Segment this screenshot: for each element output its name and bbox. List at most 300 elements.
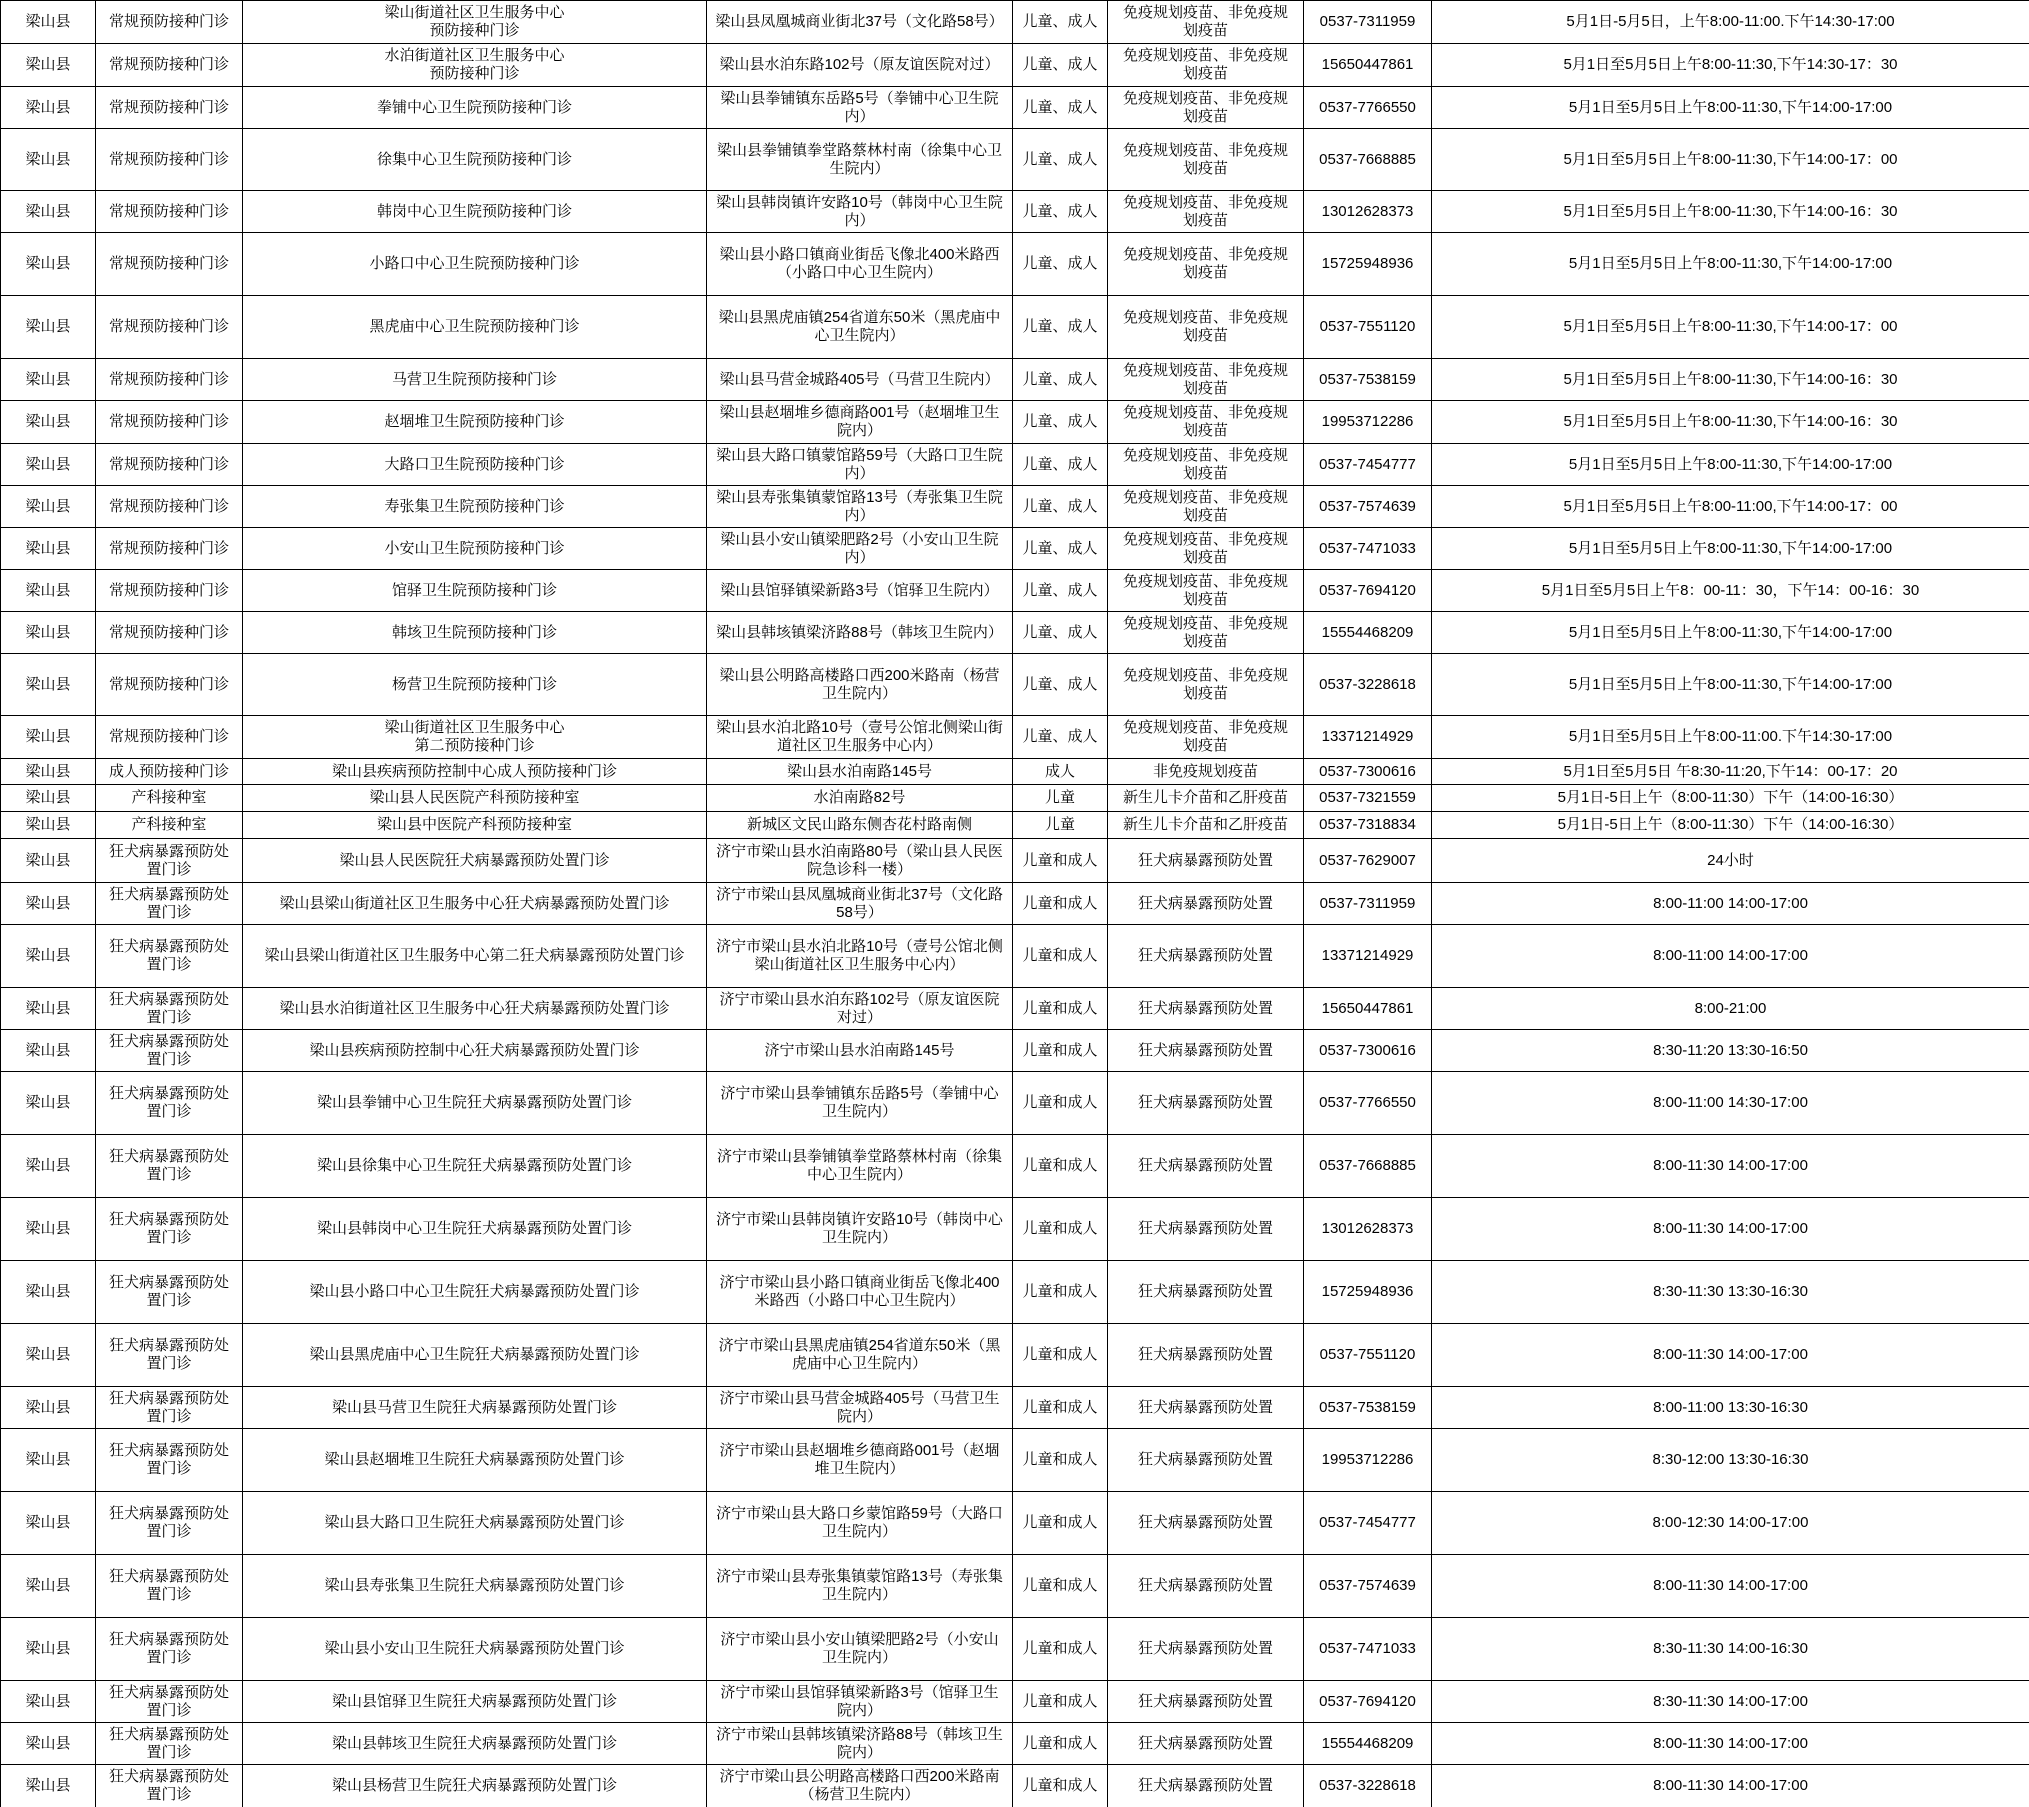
cell-county: 梁山县 xyxy=(1,759,96,785)
cell-site-name: 梁山县马营卫生院狂犬病暴露预防处置门诊 xyxy=(243,1387,707,1429)
cell-phone: 0537-7300616 xyxy=(1304,1030,1432,1072)
cell-phone: 0537-7318834 xyxy=(1304,812,1432,839)
cell-vaccine-type: 狂犬病暴露预防处置 xyxy=(1108,839,1304,883)
cell-site-name: 赵堌堆卫生院预防接种门诊 xyxy=(243,401,707,444)
cell-recipients: 儿童和成人 xyxy=(1013,1072,1108,1135)
cell-address: 梁山县公明路高楼路口西200米路南（杨营卫生院内） xyxy=(707,654,1013,716)
cell-site-name: 梁山县赵堌堆卫生院狂犬病暴露预防处置门诊 xyxy=(243,1429,707,1492)
cell-category: 常规预防接种门诊 xyxy=(96,129,243,191)
cell-county: 梁山县 xyxy=(1,486,96,528)
cell-phone: 0537-7321559 xyxy=(1304,785,1432,812)
cell-site-name: 水泊街道社区卫生服务中心 预防接种门诊 xyxy=(243,44,707,87)
cell-phone: 13371214929 xyxy=(1304,925,1432,988)
cell-recipients: 儿童和成人 xyxy=(1013,1618,1108,1681)
cell-category: 常规预防接种门诊 xyxy=(96,233,243,296)
cell-phone: 0537-7629007 xyxy=(1304,839,1432,883)
cell-site-name: 梁山县人民医院狂犬病暴露预防处置门诊 xyxy=(243,839,707,883)
cell-address: 梁山县水泊北路10号（壹号公馆北侧梁山街道社区卫生服务中心内） xyxy=(707,716,1013,759)
cell-vaccine-type: 非免疫规划疫苗 xyxy=(1108,759,1304,785)
cell-phone: 0537-7694120 xyxy=(1304,1681,1432,1723)
cell-phone: 15725948936 xyxy=(1304,1261,1432,1324)
cell-category: 狂犬病暴露预防处置门诊 xyxy=(96,1387,243,1429)
cell-recipients: 儿童和成人 xyxy=(1013,1261,1108,1324)
cell-hours: 8:00-12:30 14:00-17:00 xyxy=(1432,1492,2029,1555)
cell-address: 济宁市梁山县小路口镇商业街岳飞像北400米路西（小路口中心卫生院内） xyxy=(707,1261,1013,1324)
cell-address: 梁山县拳铺镇拳堂路蔡林村南（徐集中心卫生院内） xyxy=(707,129,1013,191)
cell-address: 济宁市梁山县馆驿镇梁新路3号（馆驿卫生院内） xyxy=(707,1681,1013,1723)
cell-address: 梁山县赵堌堆乡德商路001号（赵堌堆卫生院内） xyxy=(707,401,1013,444)
cell-address: 济宁市梁山县马营金城路405号（马营卫生院内） xyxy=(707,1387,1013,1429)
cell-recipients: 儿童 xyxy=(1013,785,1108,812)
cell-county: 梁山县 xyxy=(1,1492,96,1555)
cell-address: 梁山县马营金城路405号（马营卫生院内） xyxy=(707,359,1013,401)
cell-hours: 5月1日至5月5日上午8:00-11:30,下午14:00-17：00 xyxy=(1432,296,2029,359)
cell-county: 梁山县 xyxy=(1,401,96,444)
table-row xyxy=(1,401,2029,444)
cell-county: 梁山县 xyxy=(1,612,96,654)
cell-address: 济宁市梁山县拳铺镇拳堂路蔡林村南（徐集中心卫生院内） xyxy=(707,1135,1013,1198)
table-row xyxy=(1,129,2029,191)
table-row xyxy=(1,191,2029,233)
cell-recipients: 儿童、成人 xyxy=(1013,129,1108,191)
cell-county: 梁山县 xyxy=(1,1324,96,1387)
cell-phone: 19953712286 xyxy=(1304,1429,1432,1492)
cell-vaccine-type: 免疫规划疫苗、非免疫规划疫苗 xyxy=(1108,191,1304,233)
cell-phone: 19953712286 xyxy=(1304,401,1432,444)
cell-phone: 15650447861 xyxy=(1304,44,1432,87)
cell-hours: 5月1日至5月5日上午8:00-11:30,下午14:00-16：30 xyxy=(1432,191,2029,233)
cell-county: 梁山县 xyxy=(1,988,96,1030)
cell-recipients: 儿童、成人 xyxy=(1013,191,1108,233)
cell-county: 梁山县 xyxy=(1,1,96,44)
cell-vaccine-type: 免疫规划疫苗、非免疫规划疫苗 xyxy=(1108,654,1304,716)
cell-category: 狂犬病暴露预防处置门诊 xyxy=(96,1618,243,1681)
cell-recipients: 儿童、成人 xyxy=(1013,401,1108,444)
cell-hours: 8:00-11:30 14:00-17:00 xyxy=(1432,1723,2029,1765)
cell-hours: 8:00-11:30 14:00-17:00 xyxy=(1432,1135,2029,1198)
cell-address: 梁山县小路口镇商业街岳飞像北400米路西（小路口中心卫生院内） xyxy=(707,233,1013,296)
cell-county: 梁山县 xyxy=(1,528,96,570)
table-row xyxy=(1,1723,2029,1765)
cell-address: 济宁市梁山县公明路高楼路口西200米路南（杨营卫生院内） xyxy=(707,1765,1013,1807)
cell-category: 常规预防接种门诊 xyxy=(96,401,243,444)
cell-phone: 0537-7766550 xyxy=(1304,87,1432,129)
cell-category: 常规预防接种门诊 xyxy=(96,1,243,44)
cell-site-name: 梁山街道社区卫生服务中心 预防接种门诊 xyxy=(243,1,707,44)
cell-hours: 8:00-21:00 xyxy=(1432,988,2029,1030)
cell-phone: 13371214929 xyxy=(1304,716,1432,759)
cell-address: 梁山县水泊南路145号 xyxy=(707,759,1013,785)
cell-phone: 0537-7538159 xyxy=(1304,359,1432,401)
cell-hours: 24小时 xyxy=(1432,839,2029,883)
cell-recipients: 儿童和成人 xyxy=(1013,1681,1108,1723)
cell-county: 梁山县 xyxy=(1,1618,96,1681)
cell-recipients: 儿童、成人 xyxy=(1013,444,1108,486)
cell-site-name: 大路口卫生院预防接种门诊 xyxy=(243,444,707,486)
cell-site-name: 黑虎庙中心卫生院预防接种门诊 xyxy=(243,296,707,359)
cell-hours: 5月1日-5日上午（8:00-11:30）下午（14:00-16:30） xyxy=(1432,812,2029,839)
cell-address: 梁山县大路口镇蒙馆路59号（大路口卫生院内） xyxy=(707,444,1013,486)
cell-recipients: 儿童和成人 xyxy=(1013,1555,1108,1618)
cell-hours: 5月1日至5月5日上午8:00-11:30,下午14:00-17:00 xyxy=(1432,528,2029,570)
cell-county: 梁山县 xyxy=(1,87,96,129)
cell-category: 狂犬病暴露预防处置门诊 xyxy=(96,1681,243,1723)
cell-phone: 0537-7538159 xyxy=(1304,1387,1432,1429)
cell-phone: 0537-7311959 xyxy=(1304,1,1432,44)
table-row xyxy=(1,1198,2029,1261)
cell-site-name: 韩垓卫生院预防接种门诊 xyxy=(243,612,707,654)
cell-hours: 8:30-11:30 14:00-16:30 xyxy=(1432,1618,2029,1681)
cell-hours: 8:00-11:30 14:00-17:00 xyxy=(1432,1324,2029,1387)
cell-recipients: 儿童和成人 xyxy=(1013,883,1108,925)
cell-county: 梁山县 xyxy=(1,44,96,87)
cell-hours: 5月1日至5月5日上午8:00-11:30,下午14:00-17:00 xyxy=(1432,87,2029,129)
cell-recipients: 儿童和成人 xyxy=(1013,1324,1108,1387)
cell-phone: 0537-7454777 xyxy=(1304,1492,1432,1555)
table-row xyxy=(1,528,2029,570)
cell-recipients: 儿童和成人 xyxy=(1013,1429,1108,1492)
cell-category: 狂犬病暴露预防处置门诊 xyxy=(96,925,243,988)
cell-recipients: 儿童和成人 xyxy=(1013,1030,1108,1072)
cell-address: 济宁市梁山县韩岗镇许安路10号（韩岗中心卫生院内） xyxy=(707,1198,1013,1261)
cell-address: 梁山县凤凰城商业街北37号（文化路58号） xyxy=(707,1,1013,44)
cell-hours: 5月1日至5月5日上午8:00-11:30,下午14:00-16：30 xyxy=(1432,359,2029,401)
cell-site-name: 梁山县馆驿卫生院狂犬病暴露预防处置门诊 xyxy=(243,1681,707,1723)
cell-vaccine-type: 狂犬病暴露预防处置 xyxy=(1108,1492,1304,1555)
cell-site-name: 梁山县黑虎庙中心卫生院狂犬病暴露预防处置门诊 xyxy=(243,1324,707,1387)
cell-vaccine-type: 狂犬病暴露预防处置 xyxy=(1108,1555,1304,1618)
cell-hours: 5月1日至5月5日上午8:00-11:30,下午14:00-17:00 xyxy=(1432,233,2029,296)
cell-vaccine-type: 免疫规划疫苗、非免疫规划疫苗 xyxy=(1108,359,1304,401)
table-row xyxy=(1,1618,2029,1681)
cell-address: 济宁市梁山县小安山镇梁肥路2号（小安山卫生院内） xyxy=(707,1618,1013,1681)
cell-category: 狂犬病暴露预防处置门诊 xyxy=(96,988,243,1030)
cell-hours: 8:00-11:00 14:00-17:00 xyxy=(1432,883,2029,925)
cell-address: 水泊南路82号 xyxy=(707,785,1013,812)
table-row xyxy=(1,1387,2029,1429)
cell-site-name: 梁山县水泊街道社区卫生服务中心狂犬病暴露预防处置门诊 xyxy=(243,988,707,1030)
cell-address: 济宁市梁山县水泊北路10号（壹号公馆北侧梁山街道社区卫生服务中心内） xyxy=(707,925,1013,988)
cell-address: 济宁市梁山县韩垓镇梁济路88号（韩垓卫生院内） xyxy=(707,1723,1013,1765)
cell-site-name: 梁山县疾病预防控制中心狂犬病暴露预防处置门诊 xyxy=(243,1030,707,1072)
table-row xyxy=(1,812,2029,839)
cell-county: 梁山县 xyxy=(1,1198,96,1261)
table-row xyxy=(1,233,2029,296)
cell-vaccine-type: 免疫规划疫苗、非免疫规划疫苗 xyxy=(1108,612,1304,654)
cell-site-name: 梁山县梁山街道社区卫生服务中心第二狂犬病暴露预防处置门诊 xyxy=(243,925,707,988)
cell-vaccine-type: 新生儿卡介苗和乙肝疫苗 xyxy=(1108,785,1304,812)
cell-vaccine-type: 狂犬病暴露预防处置 xyxy=(1108,1135,1304,1198)
cell-category: 常规预防接种门诊 xyxy=(96,444,243,486)
cell-county: 梁山县 xyxy=(1,233,96,296)
cell-category: 狂犬病暴露预防处置门诊 xyxy=(96,1198,243,1261)
cell-address: 济宁市梁山县拳铺镇东岳路5号（拳铺中心卫生院内） xyxy=(707,1072,1013,1135)
cell-recipients: 儿童、成人 xyxy=(1013,359,1108,401)
cell-vaccine-type: 狂犬病暴露预防处置 xyxy=(1108,1681,1304,1723)
cell-phone: 0537-7694120 xyxy=(1304,570,1432,612)
cell-category: 狂犬病暴露预防处置门诊 xyxy=(96,1261,243,1324)
cell-phone: 0537-7574639 xyxy=(1304,1555,1432,1618)
cell-vaccine-type: 免疫规划疫苗、非免疫规划疫苗 xyxy=(1108,296,1304,359)
table-row xyxy=(1,1555,2029,1618)
cell-site-name: 梁山县中医院产科预防接种室 xyxy=(243,812,707,839)
table-row xyxy=(1,359,2029,401)
cell-site-name: 梁山县韩岗中心卫生院狂犬病暴露预防处置门诊 xyxy=(243,1198,707,1261)
cell-recipients: 儿童和成人 xyxy=(1013,988,1108,1030)
cell-recipients: 儿童、成人 xyxy=(1013,716,1108,759)
cell-phone: 13012628373 xyxy=(1304,1198,1432,1261)
cell-category: 产科接种室 xyxy=(96,812,243,839)
cell-hours: 8:30-12:00 13:30-16:30 xyxy=(1432,1429,2029,1492)
cell-address: 济宁市梁山县黑虎庙镇254省道东50米（黑虎庙中心卫生院内） xyxy=(707,1324,1013,1387)
table-row xyxy=(1,1492,2029,1555)
cell-vaccine-type: 狂犬病暴露预防处置 xyxy=(1108,1072,1304,1135)
cell-county: 梁山县 xyxy=(1,839,96,883)
cell-hours: 5月1日至5月5日 午8:30-11:20,下午14：00-17：20 xyxy=(1432,759,2029,785)
cell-county: 梁山县 xyxy=(1,191,96,233)
cell-category: 常规预防接种门诊 xyxy=(96,191,243,233)
cell-address: 梁山县拳铺镇东岳路5号（拳铺中心卫生院内） xyxy=(707,87,1013,129)
cell-recipients: 儿童、成人 xyxy=(1013,528,1108,570)
cell-recipients: 儿童和成人 xyxy=(1013,1198,1108,1261)
cell-vaccine-type: 免疫规划疫苗、非免疫规划疫苗 xyxy=(1108,444,1304,486)
cell-vaccine-type: 免疫规划疫苗、非免疫规划疫苗 xyxy=(1108,486,1304,528)
cell-address: 济宁市梁山县大路口乡蒙馆路59号（大路口卫生院内） xyxy=(707,1492,1013,1555)
table-row xyxy=(1,44,2029,87)
cell-site-name: 杨营卫生院预防接种门诊 xyxy=(243,654,707,716)
cell-site-name: 梁山街道社区卫生服务中心 第二预防接种门诊 xyxy=(243,716,707,759)
cell-site-name: 小路口中心卫生院预防接种门诊 xyxy=(243,233,707,296)
cell-hours: 8:30-11:30 14:00-17:00 xyxy=(1432,1681,2029,1723)
cell-site-name: 馆驿卫生院预防接种门诊 xyxy=(243,570,707,612)
cell-address: 梁山县水泊东路102号（原友谊医院对过） xyxy=(707,44,1013,87)
cell-phone: 15725948936 xyxy=(1304,233,1432,296)
table-row xyxy=(1,988,2029,1030)
cell-recipients: 儿童、成人 xyxy=(1013,612,1108,654)
cell-address: 梁山县黑虎庙镇254省道东50米（黑虎庙中心卫生院内） xyxy=(707,296,1013,359)
cell-category: 常规预防接种门诊 xyxy=(96,716,243,759)
cell-vaccine-type: 免疫规划疫苗、非免疫规划疫苗 xyxy=(1108,570,1304,612)
cell-address: 济宁市梁山县水泊东路102号（原友谊医院对过） xyxy=(707,988,1013,1030)
cell-category: 常规预防接种门诊 xyxy=(96,654,243,716)
cell-site-name: 小安山卫生院预防接种门诊 xyxy=(243,528,707,570)
cell-site-name: 梁山县疾病预防控制中心成人预防接种门诊 xyxy=(243,759,707,785)
cell-county: 梁山县 xyxy=(1,785,96,812)
cell-recipients: 儿童和成人 xyxy=(1013,839,1108,883)
cell-address: 梁山县韩垓镇梁济路88号（韩垓卫生院内） xyxy=(707,612,1013,654)
cell-vaccine-type: 狂犬病暴露预防处置 xyxy=(1108,1324,1304,1387)
cell-category: 常规预防接种门诊 xyxy=(96,44,243,87)
table-row xyxy=(1,296,2029,359)
cell-phone: 0537-7311959 xyxy=(1304,883,1432,925)
cell-county: 梁山县 xyxy=(1,1387,96,1429)
cell-site-name: 徐集中心卫生院预防接种门诊 xyxy=(243,129,707,191)
cell-recipients: 儿童、成人 xyxy=(1013,233,1108,296)
cell-address: 梁山县寿张集镇蒙馆路13号（寿张集卫生院内） xyxy=(707,486,1013,528)
cell-recipients: 儿童、成人 xyxy=(1013,654,1108,716)
cell-county: 梁山县 xyxy=(1,1429,96,1492)
cell-category: 狂犬病暴露预防处置门诊 xyxy=(96,1072,243,1135)
table-row xyxy=(1,1135,2029,1198)
cell-category: 狂犬病暴露预防处置门诊 xyxy=(96,839,243,883)
cell-county: 梁山县 xyxy=(1,1030,96,1072)
table-body xyxy=(1,1,2029,1807)
cell-address: 济宁市梁山县水泊南路145号 xyxy=(707,1030,1013,1072)
table-row xyxy=(1,1030,2029,1072)
cell-phone: 0537-7574639 xyxy=(1304,486,1432,528)
cell-site-name: 梁山县杨营卫生院狂犬病暴露预防处置门诊 xyxy=(243,1765,707,1807)
cell-site-name: 拳铺中心卫生院预防接种门诊 xyxy=(243,87,707,129)
cell-phone: 0537-7668885 xyxy=(1304,1135,1432,1198)
table-row xyxy=(1,87,2029,129)
table-row xyxy=(1,883,2029,925)
cell-hours: 8:30-11:20 13:30-16:50 xyxy=(1432,1030,2029,1072)
cell-recipients: 儿童和成人 xyxy=(1013,1387,1108,1429)
cell-category: 常规预防接种门诊 xyxy=(96,296,243,359)
cell-address: 济宁市梁山县赵堌堆乡德商路001号（赵堌堆卫生院内） xyxy=(707,1429,1013,1492)
cell-address: 新城区文民山路东侧杏花村路南侧 xyxy=(707,812,1013,839)
cell-address: 梁山县韩岗镇许安路10号（韩岗中心卫生院内） xyxy=(707,191,1013,233)
cell-address: 梁山县小安山镇梁肥路2号（小安山卫生院内） xyxy=(707,528,1013,570)
cell-vaccine-type: 狂犬病暴露预防处置 xyxy=(1108,883,1304,925)
cell-county: 梁山县 xyxy=(1,1555,96,1618)
cell-vaccine-type: 免疫规划疫苗、非免疫规划疫苗 xyxy=(1108,233,1304,296)
cell-hours: 5月1日-5月5日，上午8:00-11:00.下午14:30-17:00 xyxy=(1432,1,2029,44)
cell-category: 狂犬病暴露预防处置门诊 xyxy=(96,1135,243,1198)
cell-category: 常规预防接种门诊 xyxy=(96,359,243,401)
cell-phone: 0537-7668885 xyxy=(1304,129,1432,191)
cell-county: 梁山县 xyxy=(1,444,96,486)
cell-hours: 5月1日至5月5日上午8:00-11:30,下午14:00-17：00 xyxy=(1432,129,2029,191)
cell-hours: 8:00-11:00 13:30-16:30 xyxy=(1432,1387,2029,1429)
cell-recipients: 儿童和成人 xyxy=(1013,1135,1108,1198)
cell-category: 产科接种室 xyxy=(96,785,243,812)
cell-category: 狂犬病暴露预防处置门诊 xyxy=(96,1765,243,1807)
table-row xyxy=(1,925,2029,988)
cell-recipients: 儿童、成人 xyxy=(1013,486,1108,528)
cell-hours: 8:00-11:00 14:30-17:00 xyxy=(1432,1072,2029,1135)
cell-hours: 5月1日至5月5日上午8:00-11:00.下午14:30-17:00 xyxy=(1432,716,2029,759)
cell-vaccine-type: 狂犬病暴露预防处置 xyxy=(1108,1261,1304,1324)
cell-category: 常规预防接种门诊 xyxy=(96,486,243,528)
cell-vaccine-type: 免疫规划疫苗、非免疫规划疫苗 xyxy=(1108,716,1304,759)
cell-recipients: 儿童、成人 xyxy=(1013,1,1108,44)
cell-hours: 5月1日-5日上午（8:00-11:30）下午（14:00-16:30） xyxy=(1432,785,2029,812)
cell-hours: 5月1日至5月5日上午8:00-11:30,下午14:30-17：30 xyxy=(1432,44,2029,87)
cell-recipients: 儿童、成人 xyxy=(1013,296,1108,359)
cell-hours: 8:00-11:30 14:00-17:00 xyxy=(1432,1765,2029,1807)
cell-vaccine-type: 狂犬病暴露预防处置 xyxy=(1108,988,1304,1030)
cell-phone: 0537-7551120 xyxy=(1304,296,1432,359)
cell-recipients: 儿童和成人 xyxy=(1013,1492,1108,1555)
cell-address: 济宁市梁山县寿张集镇蒙馆路13号（寿张集卫生院内） xyxy=(707,1555,1013,1618)
table-row xyxy=(1,570,2029,612)
cell-category: 常规预防接种门诊 xyxy=(96,87,243,129)
cell-site-name: 梁山县梁山街道社区卫生服务中心狂犬病暴露预防处置门诊 xyxy=(243,883,707,925)
cell-category: 狂犬病暴露预防处置门诊 xyxy=(96,1723,243,1765)
cell-category: 狂犬病暴露预防处置门诊 xyxy=(96,1030,243,1072)
cell-vaccine-type: 免疫规划疫苗、非免疫规划疫苗 xyxy=(1108,87,1304,129)
cell-category: 常规预防接种门诊 xyxy=(96,612,243,654)
cell-hours: 5月1日至5月5日上午8:00-11:30,下午14:00-16：30 xyxy=(1432,401,2029,444)
cell-vaccine-type: 狂犬病暴露预防处置 xyxy=(1108,1765,1304,1807)
cell-county: 梁山县 xyxy=(1,812,96,839)
cell-county: 梁山县 xyxy=(1,1681,96,1723)
cell-vaccine-type: 免疫规划疫苗、非免疫规划疫苗 xyxy=(1108,44,1304,87)
cell-county: 梁山县 xyxy=(1,359,96,401)
cell-category: 狂犬病暴露预防处置门诊 xyxy=(96,1429,243,1492)
cell-hours: 5月1日至5月5日上午8:00-11:30,下午14:00-17:00 xyxy=(1432,654,2029,716)
cell-phone: 15554468209 xyxy=(1304,1723,1432,1765)
cell-site-name: 韩岗中心卫生院预防接种门诊 xyxy=(243,191,707,233)
cell-phone: 0537-3228618 xyxy=(1304,654,1432,716)
cell-county: 梁山县 xyxy=(1,1723,96,1765)
cell-vaccine-type: 免疫规划疫苗、非免疫规划疫苗 xyxy=(1108,129,1304,191)
cell-address: 济宁市梁山县水泊南路80号（梁山县人民医院急诊科一楼） xyxy=(707,839,1013,883)
cell-county: 梁山县 xyxy=(1,1765,96,1807)
cell-hours: 8:30-11:30 13:30-16:30 xyxy=(1432,1261,2029,1324)
table-row xyxy=(1,1,2029,44)
table-row xyxy=(1,612,2029,654)
table-row xyxy=(1,654,2029,716)
cell-category: 常规预防接种门诊 xyxy=(96,528,243,570)
cell-site-name: 梁山县拳铺中心卫生院狂犬病暴露预防处置门诊 xyxy=(243,1072,707,1135)
cell-recipients: 儿童和成人 xyxy=(1013,1723,1108,1765)
cell-hours: 5月1日至5月5日上午8：00-11：30，下午14：00-16：30 xyxy=(1432,570,2029,612)
cell-county: 梁山县 xyxy=(1,1261,96,1324)
cell-category: 成人预防接种门诊 xyxy=(96,759,243,785)
cell-hours: 8:00-11:00 14:00-17:00 xyxy=(1432,925,2029,988)
table-row xyxy=(1,785,2029,812)
cell-phone: 0537-7766550 xyxy=(1304,1072,1432,1135)
cell-phone: 0537-7471033 xyxy=(1304,1618,1432,1681)
table-row xyxy=(1,1324,2029,1387)
cell-recipients: 儿童、成人 xyxy=(1013,570,1108,612)
cell-hours: 5月1日至5月5日上午8:00-11:00,下午14:00-17：00 xyxy=(1432,486,2029,528)
cell-vaccine-type: 免疫规划疫苗、非免疫规划疫苗 xyxy=(1108,1,1304,44)
cell-phone: 0537-7471033 xyxy=(1304,528,1432,570)
table-row xyxy=(1,1765,2029,1807)
cell-address: 梁山县馆驿镇梁新路3号（馆驿卫生院内） xyxy=(707,570,1013,612)
cell-site-name: 梁山县小安山卫生院狂犬病暴露预防处置门诊 xyxy=(243,1618,707,1681)
table-row xyxy=(1,1072,2029,1135)
cell-phone: 0537-7454777 xyxy=(1304,444,1432,486)
cell-site-name: 马营卫生院预防接种门诊 xyxy=(243,359,707,401)
cell-phone: 15554468209 xyxy=(1304,612,1432,654)
cell-county: 梁山县 xyxy=(1,883,96,925)
cell-category: 狂犬病暴露预防处置门诊 xyxy=(96,1324,243,1387)
cell-county: 梁山县 xyxy=(1,1135,96,1198)
cell-phone: 15650447861 xyxy=(1304,988,1432,1030)
cell-vaccine-type: 狂犬病暴露预防处置 xyxy=(1108,1030,1304,1072)
table-row xyxy=(1,759,2029,785)
cell-county: 梁山县 xyxy=(1,1072,96,1135)
cell-site-name: 梁山县徐集中心卫生院狂犬病暴露预防处置门诊 xyxy=(243,1135,707,1198)
table-row xyxy=(1,716,2029,759)
cell-recipients: 成人 xyxy=(1013,759,1108,785)
cell-vaccine-type: 狂犬病暴露预防处置 xyxy=(1108,1198,1304,1261)
table-row xyxy=(1,1681,2029,1723)
cell-address: 济宁市梁山县凤凰城商业街北37号（文化路58号） xyxy=(707,883,1013,925)
cell-category: 狂犬病暴露预防处置门诊 xyxy=(96,1492,243,1555)
cell-category: 狂犬病暴露预防处置门诊 xyxy=(96,883,243,925)
cell-hours: 5月1日至5月5日上午8:00-11:30,下午14:00-17:00 xyxy=(1432,444,2029,486)
cell-vaccine-type: 新生儿卡介苗和乙肝疫苗 xyxy=(1108,812,1304,839)
cell-vaccine-type: 狂犬病暴露预防处置 xyxy=(1108,925,1304,988)
cell-county: 梁山县 xyxy=(1,925,96,988)
cell-recipients: 儿童和成人 xyxy=(1013,925,1108,988)
cell-recipients: 儿童 xyxy=(1013,812,1108,839)
